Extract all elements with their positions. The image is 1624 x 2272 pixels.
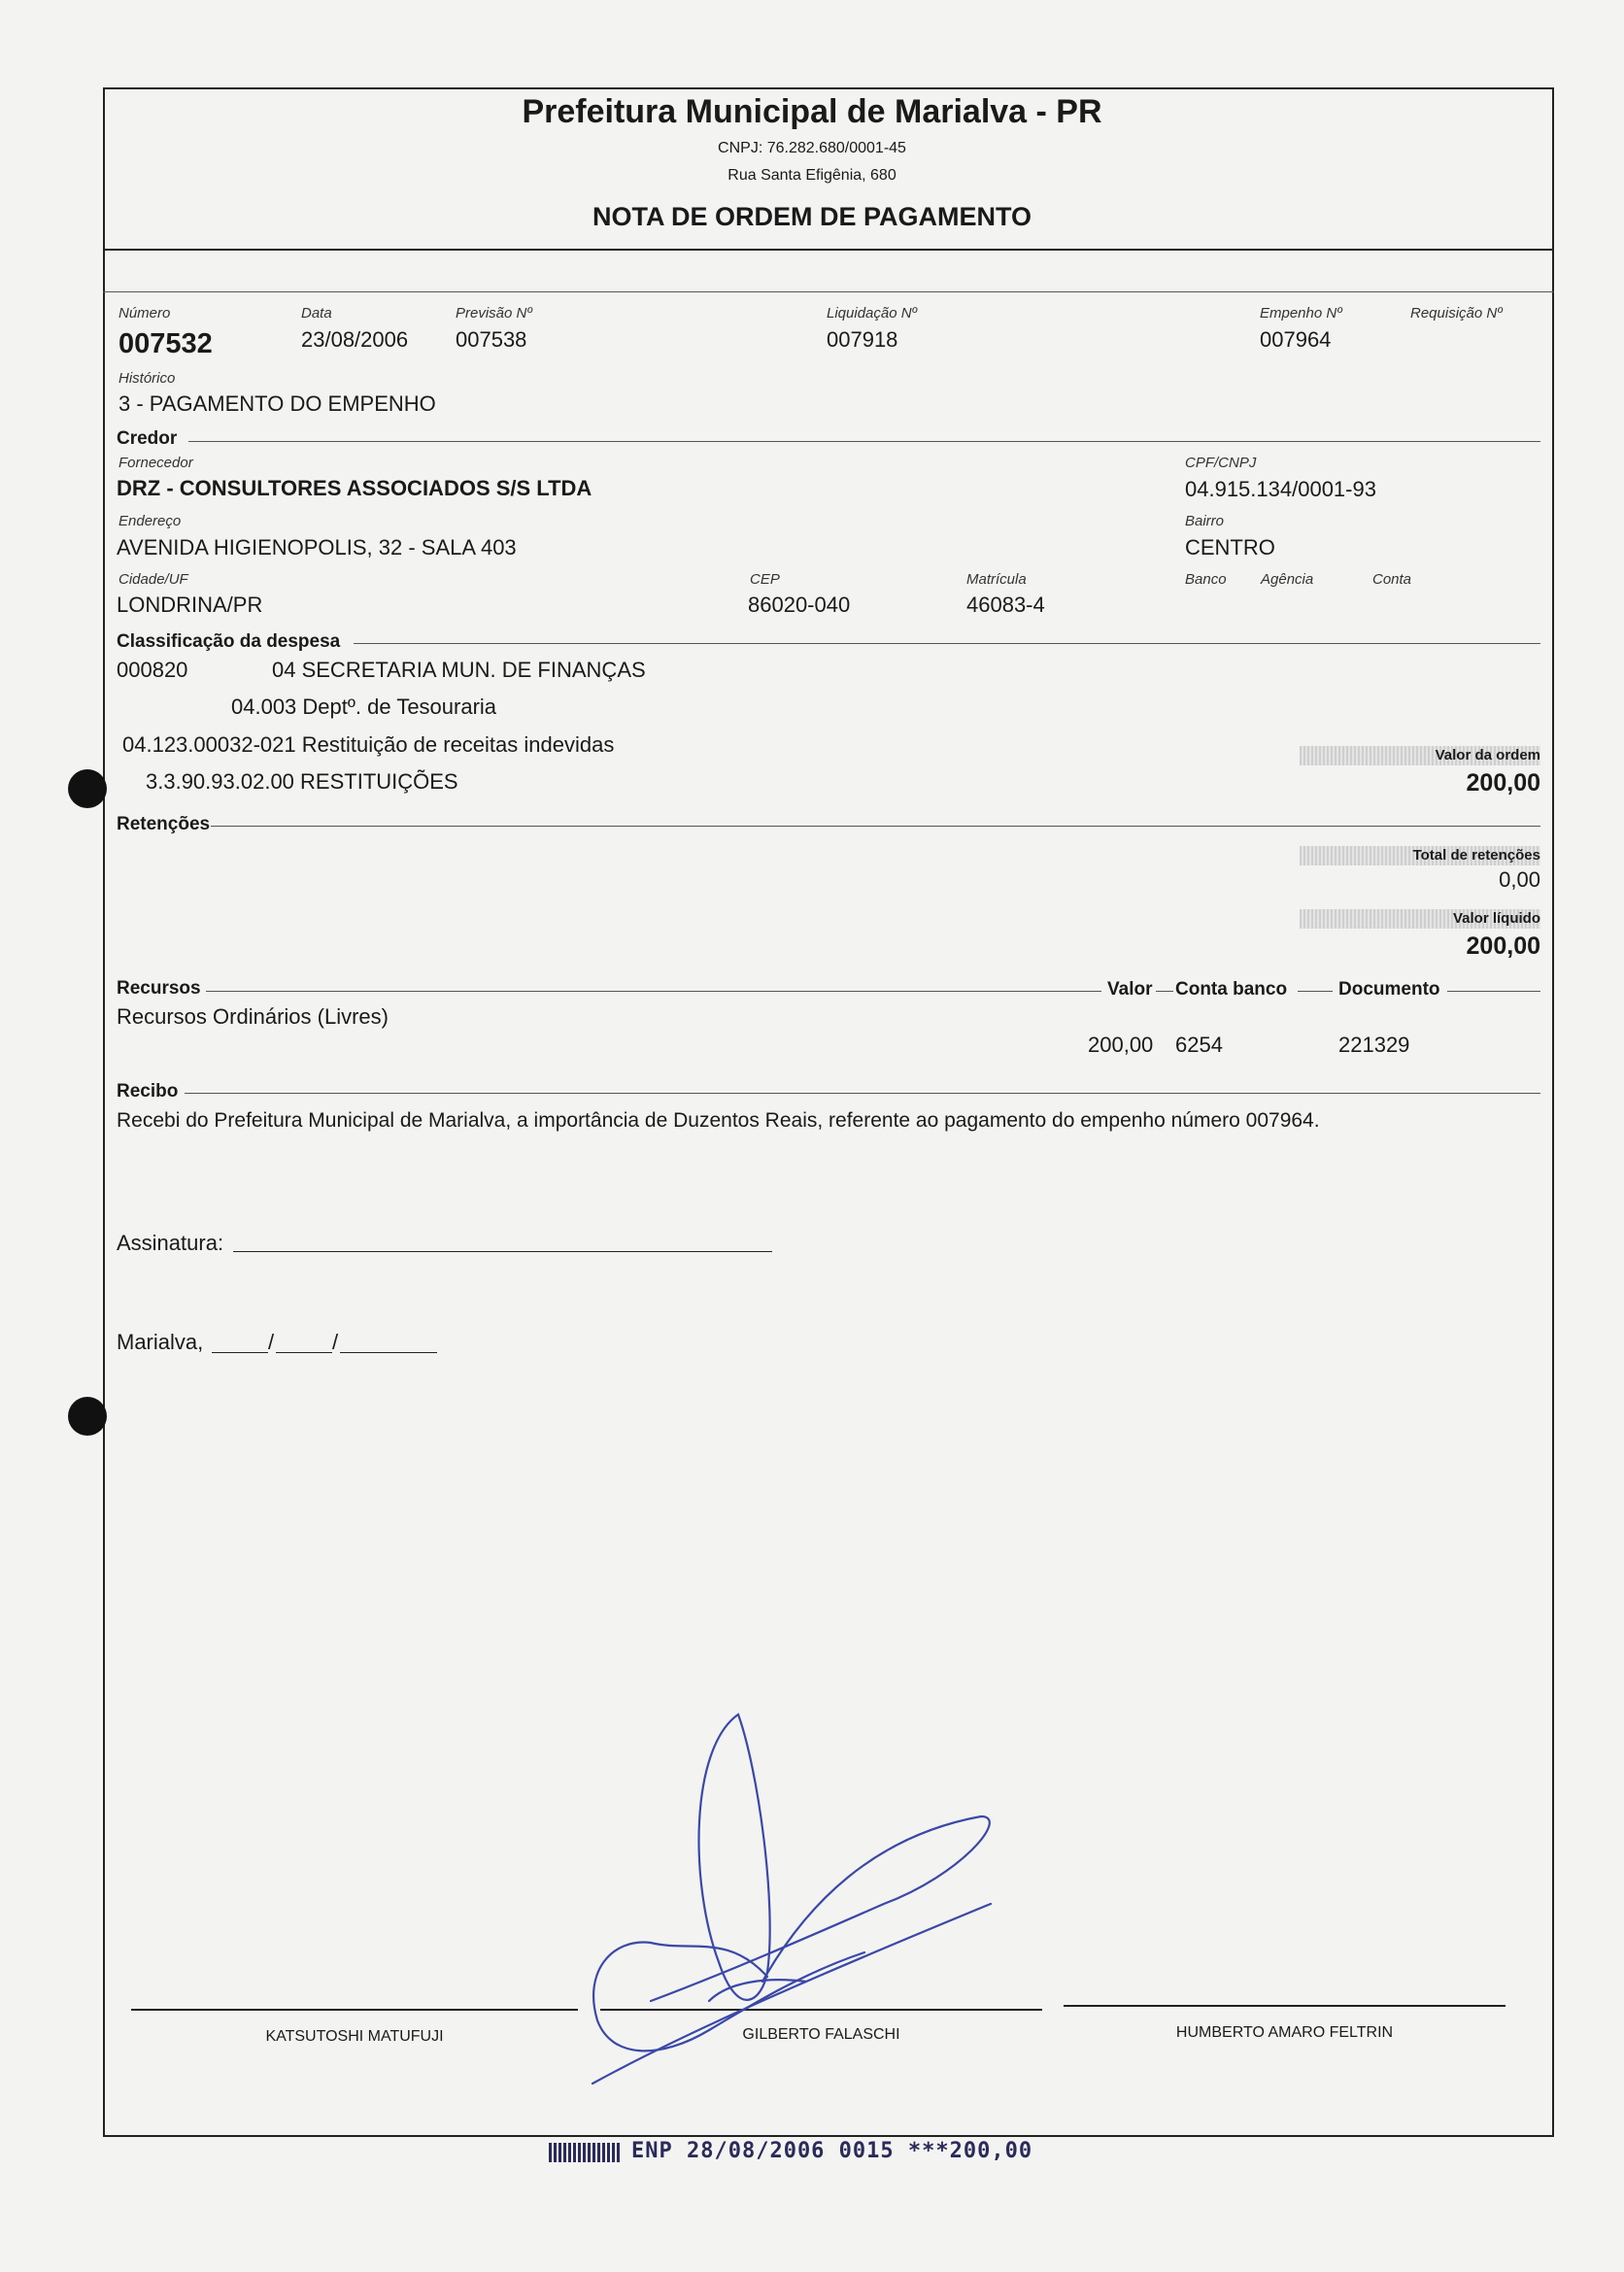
banco-label: Banco: [1185, 571, 1227, 588]
signatory-2: GILBERTO FALASCHI: [742, 2026, 900, 2043]
recursos-valor-label: Valor: [1107, 979, 1153, 1000]
punch-hole-bottom: [68, 1397, 107, 1436]
signature-line-1: [131, 2009, 578, 2011]
barcode-mark: [549, 2143, 622, 2162]
cidade-value: LONDRINA/PR: [117, 593, 263, 617]
classificacao-orgao: 04 SECRETARIA MUN. DE FINANÇAS: [272, 658, 646, 682]
agencia-label: Agência: [1261, 571, 1314, 588]
date-year-line[interactable]: [340, 1352, 437, 1353]
empenho-value: 007964: [1260, 327, 1332, 352]
signature-line-3: [1064, 2005, 1506, 2007]
date-separator-1: /: [268, 1330, 275, 1354]
date-day-line[interactable]: [212, 1352, 268, 1353]
address-line: Rua Santa Efigênia, 680: [727, 167, 897, 184]
valor-ordem-label: Valor da ordem: [1435, 747, 1540, 763]
recursos-item: Recursos Ordinários (Livres): [117, 1004, 389, 1029]
punch-hole-top: [68, 769, 107, 808]
valor-liquido-value: 200,00: [1466, 933, 1540, 960]
recursos-rule-3: [1298, 991, 1333, 992]
recibo-section: Recibo: [117, 1081, 179, 1102]
fornecedor-value: DRZ - CONSULTORES ASSOCIADOS S/S LTDA: [117, 476, 592, 500]
page-title: Prefeitura Municipal de Marialva - PR: [522, 93, 1102, 130]
credor-rule: [188, 441, 1540, 442]
cnpj-line: CNPJ: 76.282.680/0001-45: [718, 140, 906, 156]
classificacao-elemento: 3.3.90.93.02.00 RESTITUIÇÕES: [146, 769, 458, 794]
valor-liquido-label: Valor líquido: [1452, 910, 1540, 927]
signatory-3: HUMBERTO AMARO FELTRIN: [1175, 2024, 1394, 2041]
recursos-conta: 6254: [1175, 1033, 1223, 1057]
credor-section: Credor: [117, 428, 178, 449]
assinatura-label: Assinatura:: [117, 1231, 224, 1255]
recursos-rule-2: [1156, 991, 1173, 992]
classificacao-funcional: 04.123.00032-021 Restituição de receitas indevidas: [122, 732, 615, 757]
bairro-value: CENTRO: [1185, 535, 1275, 560]
cep-value: 86020-040: [748, 593, 851, 617]
classificacao-rule: [354, 643, 1540, 644]
cidade-label: Cidade/UF: [118, 571, 188, 588]
data-label: Data: [301, 305, 332, 322]
numero-value: 007532: [118, 328, 213, 359]
recibo-text: Recebi do Prefeitura Municipal de Marialva, a importância de Duzentos Reais, referente ao pagamento do empenho número 007964.: [117, 1109, 1320, 1132]
total-retencoes-value: 0,00: [1499, 867, 1540, 892]
previsao-label: Previsão Nº: [456, 305, 532, 322]
classificacao-code: 000820: [117, 658, 188, 682]
recibo-rule: [185, 1093, 1540, 1094]
retencoes-section: Retenções: [117, 814, 211, 834]
recursos-documento: 221329: [1338, 1033, 1410, 1057]
date-separator-2: /: [332, 1330, 339, 1354]
fornecedor-label: Fornecedor: [118, 455, 193, 471]
liquidacao-label: Liquidação Nº: [827, 305, 918, 322]
previsao-value: 007538: [456, 327, 527, 352]
cpf-value: 04.915.134/0001-93: [1185, 477, 1376, 501]
cpf-label: CPF/CNPJ: [1185, 455, 1257, 471]
header-subline: [103, 291, 1554, 292]
bairro-label: Bairro: [1185, 513, 1225, 529]
classificacao-unidade: 04.003 Deptº. de Tesouraria: [231, 695, 497, 719]
recursos-valor: 200,00: [1088, 1033, 1154, 1057]
recursos-documento-label: Documento: [1338, 979, 1440, 1000]
historico-label: Histórico: [118, 370, 176, 387]
endereco-value: AVENIDA HIGIENOPOLIS, 32 - SALA 403: [117, 535, 517, 560]
valor-liquido-label-bar: [1300, 909, 1540, 929]
header-divider: [103, 249, 1554, 251]
assinatura-line[interactable]: [233, 1251, 772, 1252]
empenho-label: Empenho Nº: [1260, 305, 1342, 322]
local-label: Marialva,: [117, 1330, 204, 1354]
cep-label: CEP: [750, 571, 780, 588]
document-title: NOTA DE ORDEM DE PAGAMENTO: [592, 202, 1032, 231]
numero-label: Número: [118, 305, 171, 322]
date-month-line[interactable]: [276, 1352, 332, 1353]
valor-ordem-value: 200,00: [1466, 769, 1540, 797]
recursos-rule: [206, 991, 1101, 992]
conta-label: Conta: [1372, 571, 1412, 588]
recursos-conta-label: Conta banco: [1175, 979, 1288, 1000]
recursos-section: Recursos: [117, 978, 201, 999]
matricula-label: Matrícula: [966, 571, 1027, 588]
endereco-label: Endereço: [118, 513, 182, 529]
liquidacao-value: 007918: [827, 327, 898, 352]
valor-ordem-label-bar: [1300, 746, 1540, 765]
handwritten-signature: [573, 1710, 1020, 2118]
retencoes-rule: [211, 826, 1540, 827]
data-value: 23/08/2006: [301, 327, 409, 352]
payment-stamp: ENP 28/08/2006 0015 ***200,00: [631, 2139, 1033, 2163]
total-retencoes-label: Total de retenções: [1412, 847, 1540, 864]
historico-value: 3 - PAGAMENTO DO EMPENHO: [118, 391, 436, 416]
signatory-1: KATSUTOSHI MATUFUJI: [265, 2028, 444, 2045]
total-retencoes-label-bar: [1300, 846, 1540, 865]
requisicao-label: Requisição Nº: [1410, 305, 1503, 322]
matricula-value: 46083-4: [966, 593, 1045, 617]
classificacao-section: Classificação da despesa: [117, 631, 341, 652]
recursos-rule-4: [1447, 991, 1540, 992]
